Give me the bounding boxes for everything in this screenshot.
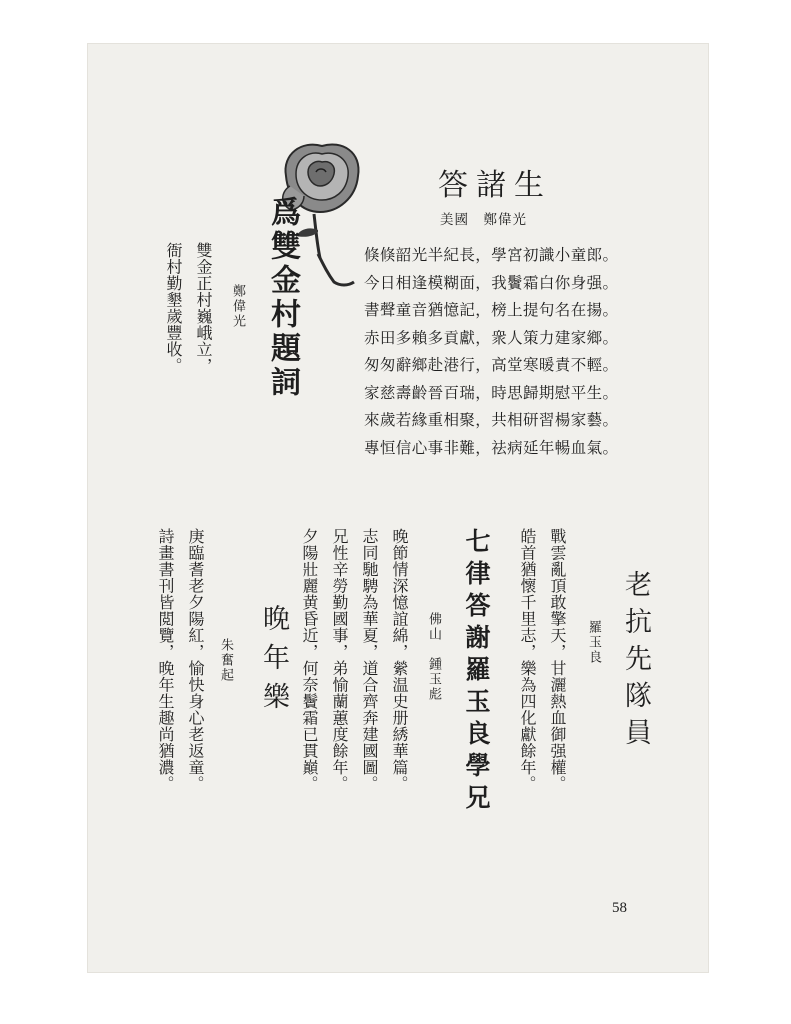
poem1-body xyxy=(364,242,618,462)
poem4-line: 夕陽壯麗黄昏近，何奈鬢霜已貫巔。 xyxy=(300,528,319,792)
poem3-line: 皓首猶懷千里志，樂為四化獻餘年。 xyxy=(518,528,537,792)
poem3-line: 戰雲亂頂敢擎天，甘灑熱血御强權。 xyxy=(548,528,567,792)
poem4-line: 志同馳騁為華夏，道合齊奔建國圖。 xyxy=(360,528,379,792)
poem5-line: 詩畫書刊皆閲覽，晚年生趣尚猶濃。 xyxy=(156,528,175,792)
poem1-line: 專恒信心事非難，祛病延年暢血氣。 xyxy=(364,438,619,457)
poem5-author: 朱奮起 xyxy=(218,638,233,683)
poem1-line: 赤田多賴多貢獻，衆人策力建家鄉。 xyxy=(364,328,619,347)
poem2-line: 衙村勤墾歲豐收。 xyxy=(164,242,183,374)
poem2-line: 雙金正村巍峨立， xyxy=(194,242,213,374)
poem2-author: 鄭偉光 xyxy=(230,284,245,329)
poem1-line: 家慈壽齡晉百瑞，時思歸期慰平生。 xyxy=(364,383,619,402)
poem4-line: 兄性辛勞勤國事，弟愉蘭蕙度餘年。 xyxy=(330,528,349,792)
poem5-line: 庚臨耆老夕陽紅，愉快身心老返童。 xyxy=(186,528,205,792)
page-number: 58 xyxy=(612,900,627,916)
poem2-title: 爲雙金村題詞 xyxy=(265,196,300,400)
poem4-title: 七律答謝羅玉良學兄 xyxy=(462,528,491,816)
poem1-line: 書聲童音猶憶記，榜上提句名在揚。 xyxy=(364,301,619,319)
poem1-line: 今日相逢模糊面，我鬢霜白你身强。 xyxy=(364,273,619,292)
poem1-author: 美國 鄭偉光 xyxy=(440,212,527,228)
poem1-line: 倏倏韶光半紀長，學宮初識小童郎。 xyxy=(364,246,619,264)
poem1-title: 答諸生 xyxy=(438,168,552,203)
poem4-author: 佛山 鍾玉彪 xyxy=(426,612,441,702)
poem4-line: 晚節情深憶誼綿，縈温史册綉華篇。 xyxy=(390,528,409,792)
document-page xyxy=(88,44,708,972)
poem1-line: 匆匆辭鄉赴港行，高堂寒暖責不輕。 xyxy=(364,356,619,374)
poem5-title: 晚年樂 xyxy=(258,604,289,721)
poem3-author: 羅玉良 xyxy=(586,620,601,665)
poem3-title: 老抗先隊員 xyxy=(620,570,651,755)
poem1-line: 來歲若緣重相聚，共相研習楊家藝。 xyxy=(364,411,619,429)
